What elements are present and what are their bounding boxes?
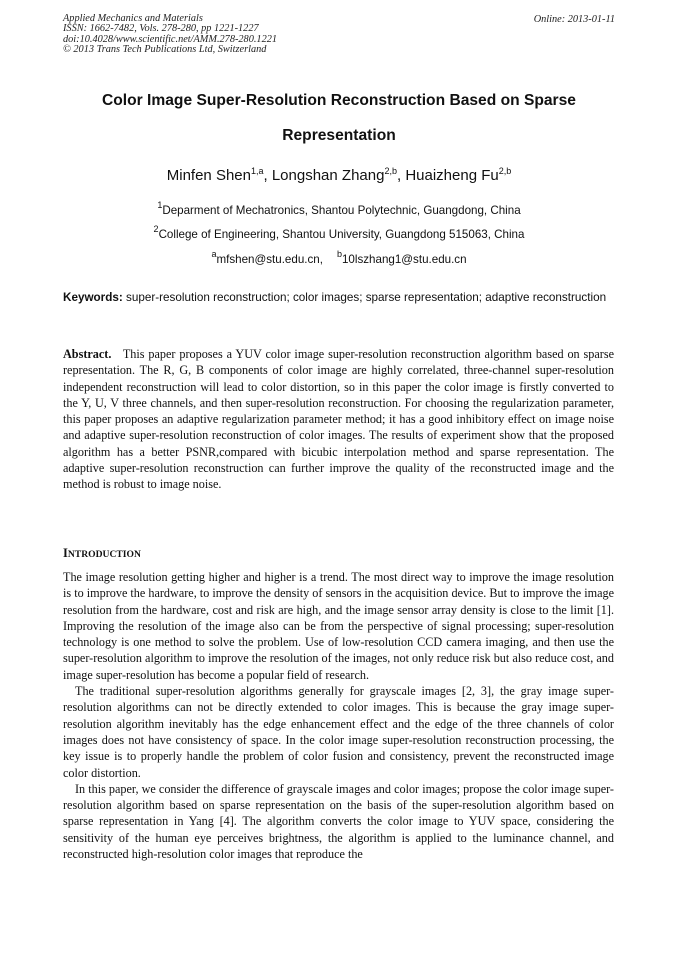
affiliation-mark: 2 [153,224,159,234]
journal-issn: ISSN: 1662-7482, Vols. 278-280, pp 1221-1227 [63,23,259,35]
email-mark: b [336,249,342,259]
author-name: Longshan Zhang [271,167,385,184]
author-affiliation-mark: 2,b [384,166,397,176]
paragraph: The traditional super-resolution algorithms generally for grayscale images [2, 3], the gray image super-resolution algorithms can not be directly extended to color images. This is because the gray image super-resolution algorithm inevitably has the edge enhancement effect and the edge of the three channels of color images does not have consistency of space. In the color image super-resolution reconstruction processing, the key issue is to properly handle the problem of color fusion and consistency, prevent the reconstructed image color distortion. [63,684,614,780]
paragraph: In this paper, we consider the difference of grayscale images and color images; propose the color image super-resolution algorithm based on sparse representation on the basis of the super-resolution algorithm based on sparse representation in Yang [4]. The algorithm converts the color image to YUV space, considering the sensitivity of the human eye perceives brightness, the algorithm is applied to the luminance channel, and reconstructed high-resolution color images that reproduce the [63,781,614,862]
keywords-label: Keywords: [63,291,123,304]
paragraph: The image resolution getting higher and higher is a trend. The most direct way to improve the image resolution is to improve the hardware, to improve the density of sensors in the acquisition device. But to improve the image resolution from the hardware, cost and risk are high, and the image sensor array density is close to the limit [1]. Improving the resolution of the image also can be from the perspective of signal processing; super-resolution technology is one method to solve the problem. Use of low-resolution CCD camera imaging, and then use the super-resolution algorithm to improve the resolution of the images, not only reduce risk but also reduce cost, and image super-resolution has become a popular field of research. [63,570,614,682]
email-mark: a [211,249,217,259]
section-heading-introduction [63,546,141,561]
introduction-body [63,569,614,862]
author-list [40,167,638,184]
journal-name: Applied Mechanics and Materials [63,13,203,24]
affiliation-text: Deparment of Mechatronics, Shantou Polytechnic, Guangdong, China [162,204,521,217]
abstract-text: This paper proposes a YUV color image super-resolution reconstruction algorithm based on sparse representation. The R, G, B components of color image are highly correlated, three-channel super-resolution independent reconstruction will lead to color distortion, so in this paper the color image is firstly converted to the Y, U, V three channels, and then super-resolution reconstruction. For choosing the regularization parameter, this paper proposes an adaptive regularization parameter method; it has a good inhibitory effect on image noise and adaptive super-resolution reconstruction of color images. The results of experiment show that the proposed algorithm has a better PSNR,compared with bicubic interpolation method and sparse representation. The adaptive super-resolution reconstruction can further improve the quality of the reconstructed image and the method is robust to image noise. [63,347,614,492]
author-separator: , [396,167,406,184]
keywords-text: super-resolution reconstruction; color images; sparse representation; adaptive reconstruction [126,291,607,304]
affiliation-2 [40,224,638,241]
affiliation-text: College of Engineering, Shantou University, Guangdong 515063, China [158,228,525,241]
paper-title-line-2: Representation [282,127,396,144]
journal-header [63,14,277,56]
online-date: Online: 2013-01-11 [533,14,615,25]
affiliation-1 [40,200,638,217]
heading-initial: I [63,546,68,560]
abstract [63,346,614,493]
heading-rest: NTRODUCTION [67,549,141,560]
abstract-label: Abstract. [63,347,112,361]
keywords [63,290,614,307]
affiliation-mark: 1 [157,200,163,210]
journal-copyright: © 2013 Trans Tech Publications Ltd, Switzerland [63,44,267,56]
author-emails [40,249,638,266]
author-affiliation-mark: 2,b [498,166,512,176]
author-name: Minfen Shen [166,167,251,184]
email-address[interactable]: 10lszhang1@stu.edu.cn [341,253,467,266]
paper-title-line-1: Color Image Super-Resolution Reconstruction Based on Sparse [102,92,576,109]
author-affiliation-mark: 1,a [250,166,264,176]
author-name: Huaizheng Fu [405,167,499,184]
author-separator: , [263,167,272,184]
journal-doi: doi:10.4028/www.scientific.net/AMM.278-280.1221 [63,33,278,45]
email-address[interactable]: mfshen@stu.edu.cn, [216,253,323,266]
